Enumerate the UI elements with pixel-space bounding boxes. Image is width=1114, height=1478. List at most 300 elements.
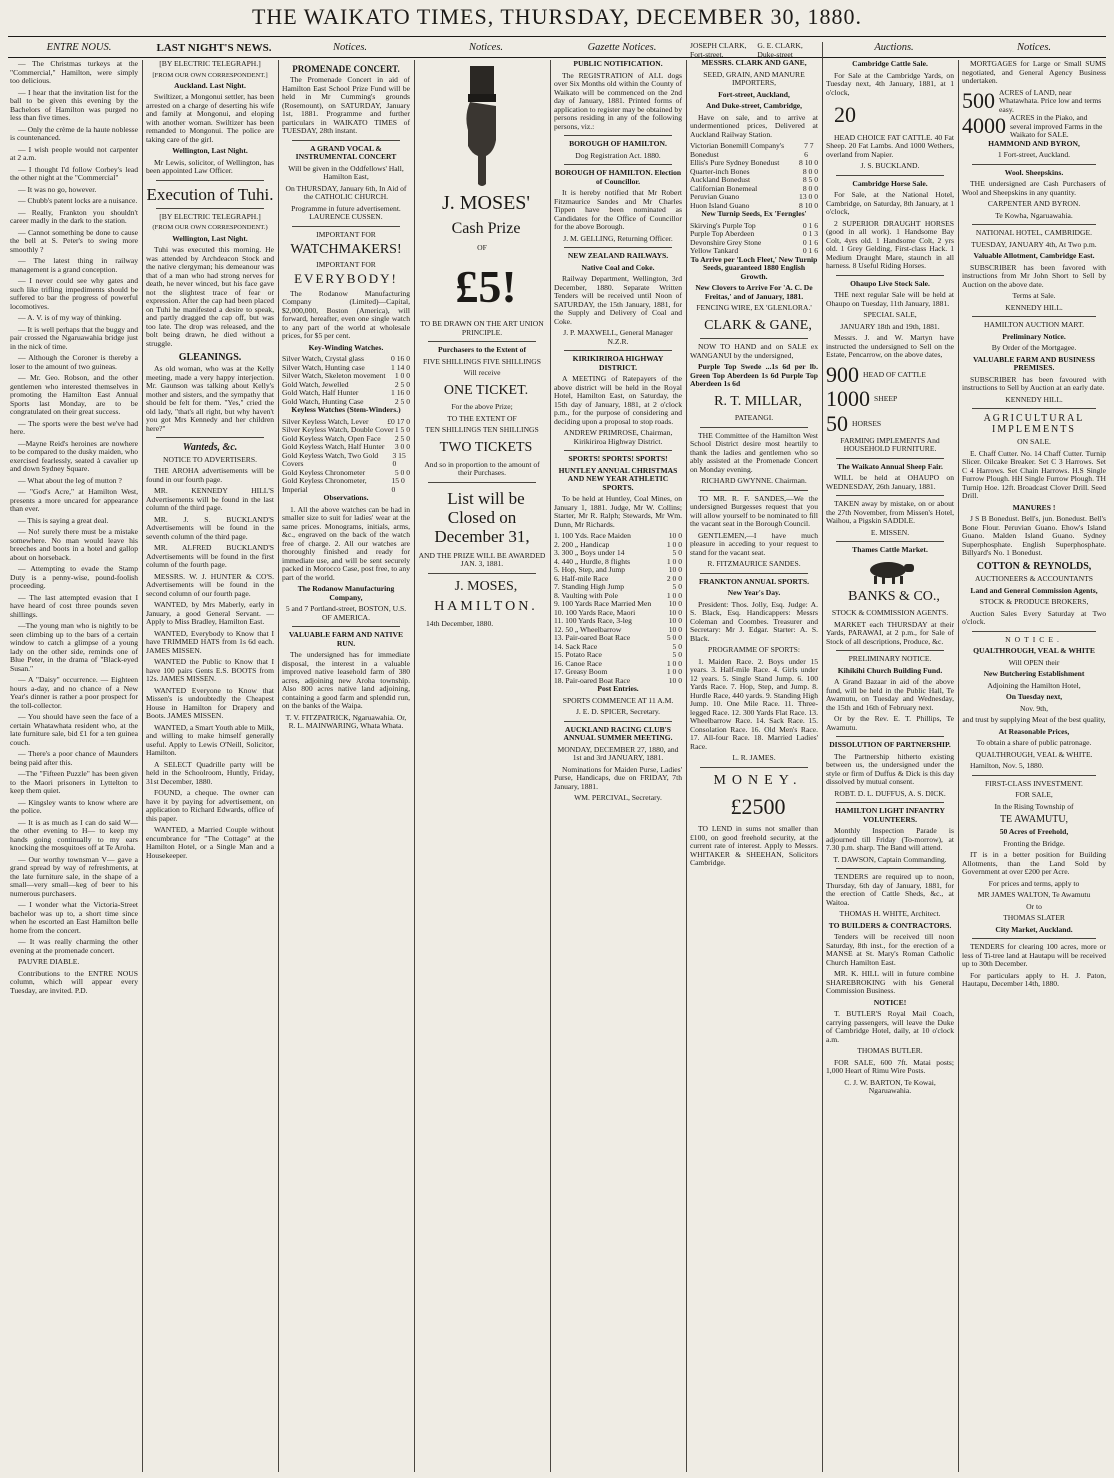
ad-note: Terms at Sale. xyxy=(1012,291,1056,300)
prize-purchasers: Purchasers to the Extent of xyxy=(437,345,527,355)
ad-subtitle: New Turnip Seeds, Ex 'Ferngles' xyxy=(701,209,807,218)
stock-line-cattle xyxy=(826,363,954,388)
notice-title: NOTICE. xyxy=(1005,634,1063,644)
ad-body: The undersigned has for immediate disposal, the interest in a valuable improved native leasehold farm of 380 acres, adjoining new Aroha township. Also 800 acres native land adjoining, containing a good farm and splendid run, on the banks of the Waipa. xyxy=(282,650,410,711)
auction-subtitle: SPECIAL SALE, xyxy=(863,310,917,320)
notice-title: BOROUGH OF HAMILTON. xyxy=(569,139,667,148)
price-heading: Key-Winding Watches. xyxy=(308,342,384,352)
notice-body: The REGISTRATION of ALL dogs over Six Months old within the County of Waikato will be commenced on the 2nd day of January, 1881. Printed forms of application to register may be obtained by persons residing in any of the following persons, viz.: xyxy=(554,70,682,131)
correspondent-tag: (FROM OUR OWN CORRESPONDENT.) xyxy=(152,224,268,232)
watch-price-row-value: 2 5 0 xyxy=(394,396,410,406)
ad-title: MESSRS. CLARK AND GANE, xyxy=(701,58,807,67)
classified-ad: A SELECT Quadrille party will be held in the Schoolroom, Huntly, Friday, 31st December, 1880. xyxy=(146,759,274,786)
classified-ad: WANTED, by Mrs Maberly, early in January, a good General Servant. —Apply to Miss Bradley, Hamilton East. xyxy=(146,600,274,627)
ad-title-concert: A GRAND VOCAL & INSTRUMENTAL CONCERT xyxy=(295,143,397,162)
auction-body: MARKET each THURSDAY at their Yards, PARAWAI, at 2 p.m., for Sale of Stock of all descriptions, Produce, &c. xyxy=(826,619,954,646)
firm-name: QUALTHROUGH, VEAL & WHITE. xyxy=(975,749,1093,759)
divider xyxy=(292,626,400,627)
gossip-item: — No! surely there must be a mistake somewhere. No man would leave his breeches and boots in a hotel and gallop about on horseback. xyxy=(10,527,138,562)
news-paragraph: As old woman, who was at the Kelly meeting, made a very happy interjection. Mr. Gaunson was talking about Kelly's mother and sisters, and the sympathy that should be felt for them. "Yes," cried the old lady, "that's all right, but why haven't you got Mrs Kennedy and her children here?" xyxy=(146,364,274,433)
notice-title: AUCKLAND RACING CLUB'S ANNUAL SUMMER MEETING. xyxy=(563,724,673,742)
keyless-price-row-label: Gold Keyless Chronometer, Imperial xyxy=(282,476,367,494)
manure-price-row-label: Victorian Bonemill Company's Bonedust xyxy=(690,141,785,159)
manure-price-row-value: 8 0 0 xyxy=(802,166,818,176)
keyless-price-row-value: 1 5 0 xyxy=(394,425,410,435)
column-head-last-nights-news: LAST NIGHT'S NEWS. xyxy=(156,42,272,54)
notice-subtitle: HUNTLEY ANNUAL CHRISTMAS AND NEW YEAR ATHLETIC SPORTS. xyxy=(558,465,678,492)
watch-price-row-label: Silver Watch, Hunting case xyxy=(282,362,365,372)
ad-body: In the Rising Township of xyxy=(994,801,1074,811)
notice-title: TO BUILDERS & CONTRACTORS. xyxy=(828,920,952,930)
firm-subtitle: Land and General Commission Agents, xyxy=(970,585,1098,595)
ad-signature: T. V. FITZPATRICK, Ngaruawahia. Or, R. L. MAINWARING, Whata Whata. xyxy=(285,712,407,731)
ad-place: PATEANGI. xyxy=(734,413,774,423)
sports-event-row-value: 1 0 0 xyxy=(666,556,682,566)
divider xyxy=(292,226,400,227)
notice-signature: THOMAS H. WHITE, Architect. xyxy=(839,909,941,919)
sports-event-row-value: 2 0 0 xyxy=(666,573,682,583)
gossip-item: — Chubb's patent locks are a nuisance. xyxy=(18,196,138,205)
ad-body: SUBSCRIBER has been favoured with instructions to Sell by Auction at an early date. xyxy=(962,374,1106,392)
gossip-item: — A "Daisy" occurrence. — Eighteen hours a-day, and no chance of a New Year's dinner is rather a poor prospect for the toll-collector. xyxy=(10,675,138,710)
acreage-number: 4000 xyxy=(962,113,1006,139)
notice-body: A MEETING of Ratepayers of the above district will be held in the Royal Hotel, Hamilton East, on Saturday, the 15th day of January, 1881, at 2 o'clock p.m., for the purpose of considering and deciding upon a proposal to stop roads. xyxy=(554,374,682,426)
firm-subtitle: STOCK & PRODUCE BROKERS, xyxy=(979,597,1089,607)
ad-body: The Promenade Concert in aid of Hamilton East School Prize Fund will be held in Mr Cumming's grounds (Rosemount), on SATURDAY, January 1st, 1881. Programme and further particulars in WAIKATO TIMES of TUESDAY, 28th instant. xyxy=(282,75,410,136)
ad-title: Wool. Sheepskins. xyxy=(1004,167,1064,177)
notice-body: A Grand Bazaar in aid of the above fund, will be held in the Public Hall, Te Awamutu, on Tuesday and Wednesday, the 15th and 16th of February next. xyxy=(826,677,954,712)
masthead-rule xyxy=(8,36,1106,37)
cow-icon xyxy=(860,558,920,584)
ad-body: 1. All the above watches can be had in smaller size to suit for ladies' wear at the same prices. Monograms, initials, arms, &c., engraved on the back of the watch free of charge. 2. All our watches are thoroughly finished and ready for immediate use, and will be sent securely packed in Morocco Case, post free, to any part of the world. xyxy=(282,504,410,582)
manure-price-row-label: Huon Island Guano xyxy=(690,200,750,210)
ad-body: TENDERS for clearing 100 acres, more or less of Ti-tree land at Hautapu will be received up to 30th December. xyxy=(962,942,1106,969)
notice-signature: WM. PERCIVAL, Secretary. xyxy=(574,793,662,802)
divider xyxy=(972,938,1096,939)
sports-event-row-value: 10 0 xyxy=(668,616,682,625)
notice-body: TENDERS are required up to noon, Thursday, 6th day of January, 1881, for the erection of Cattle Sheds, &c., at Waitoa. xyxy=(826,872,954,907)
firm-name: COTTON & REYNOLDS, xyxy=(976,560,1092,572)
auction-title: Ohaupo Live Stock Sale. xyxy=(850,278,930,288)
column-moses-prize xyxy=(418,60,551,1472)
watch-price-row-label: Gold Watch, Half Hunter xyxy=(282,388,359,398)
sports-event-row-label: 1. 100 Yds. Race Maiden xyxy=(554,531,631,540)
auction-body: Messrs. J. and W. Martyn have instructed the undersigned to Sell on the Estate, Pencarrow, on the above dates, xyxy=(826,333,954,360)
divider xyxy=(700,490,808,491)
auction-item: HORSES xyxy=(852,418,882,428)
land-line-500 xyxy=(962,89,1106,115)
divider xyxy=(156,180,264,181)
gossip-item: — Really, Frankton you shouldn't career madly in the dark to the station. xyxy=(10,207,138,225)
notice-subtitle: Post Entries. xyxy=(597,684,639,693)
manure-price-row-value: 8 10 0 xyxy=(799,158,818,167)
divider xyxy=(428,482,536,483)
watch-price-row-label: Gold Watch, Hunting Case xyxy=(282,396,364,406)
classified-ad: MESSRS. W. J. HUNTER & CO'S. Advertisements will be found in the second column of our fourth page. xyxy=(146,571,274,598)
divider xyxy=(700,573,808,574)
keyless-price-row-label: Silver Keyless Watch, Lever xyxy=(282,416,369,426)
divider xyxy=(972,631,1096,632)
watch-price-row-value: 1 16 0 xyxy=(391,388,410,398)
ad-body: Adjoining the Hamilton Hotel, xyxy=(987,680,1081,690)
manure-price-row-value: 8 5 0 xyxy=(802,175,818,184)
divider xyxy=(836,175,944,176)
sports-event-row-label: 15. Potato Race xyxy=(554,650,602,659)
notice-body: SPORTS COMMENCE AT 11 A.M. xyxy=(562,695,674,705)
seed-price-row-label: Yellow Tankard xyxy=(690,246,739,255)
ad-note: By Order of the Mortgagee. xyxy=(991,343,1077,352)
correspondent-tag: [FROM OUR OWN CORRESPONDENT.] xyxy=(152,71,268,79)
ad-body: Have on sale, and to arrive at undermentioned prices, Delivered at Auckland Railway Station. xyxy=(690,112,818,139)
ad-body: Or to xyxy=(1026,901,1042,911)
gossip-item: — I wonder what the Victoria-Street bachelor was up to, a short time since when he escorted an East Hamilton belle home from the concert. xyxy=(10,900,138,935)
gossip-item: —Mayne Reid's heroines are nowhere to be compared to the dusky maiden, who exercised fearlessly, seated à cavalier up and down Sydney Square. xyxy=(10,438,138,473)
divider xyxy=(972,164,1096,165)
notice-body: Or by the Rev. E. T. Phillips, Te Awamutu. xyxy=(826,714,954,732)
notice-heading: NOTICE TO ADVERTISERS. xyxy=(163,454,257,464)
sports-event-row-value: 5 0 0 xyxy=(666,633,682,642)
telegraph-tag: [BY ELECTRIC TELEGRAPH.] xyxy=(159,60,261,68)
ad-title-promenade: PROMENADE CONCERT. xyxy=(292,64,400,74)
auctioneer: KENNEDY HILL. xyxy=(1005,302,1063,312)
stock-line-sheep xyxy=(826,387,954,412)
notice-signature: L. R. JAMES. xyxy=(732,753,776,763)
ad-title: FIRST-CLASS INVESTMENT. xyxy=(985,778,1083,788)
keyless-price-row-label: Gold Keyless Chronometer xyxy=(282,467,366,477)
gossip-item: — A. V. is of my way of thinking. xyxy=(18,313,122,322)
watch-price-row-label: Gold Watch, Jewelled xyxy=(282,379,349,389)
divider xyxy=(972,316,1096,317)
prize-note: TO THE EXTENT OF xyxy=(447,413,517,423)
seed-price-row-value: 0 1 3 xyxy=(802,229,818,238)
prize-note: TO BE DRAWN ON THE ART UNION PRINCIPLE. xyxy=(420,319,544,337)
auction-number: 50 xyxy=(826,410,848,436)
gossip-item: — Our worthy townsman V— gave a grand spread by way of refreshments, at the late furniture sale, in the shape of a small—very small—keg of beer to his numerous purchasers. xyxy=(10,854,138,898)
sports-event-row-value: 10 0 xyxy=(668,599,682,608)
notice-title: BOROUGH OF HAMILTON. Election of Councillor. xyxy=(554,168,682,186)
ad-title: R. T. MILLAR, xyxy=(714,393,802,409)
news-paragraph: Tuhi was executed this morning. He was attended by Archdeacon Stock and the native clergyman; his demeanour was that of a man who had strong nerves for death, he never winced, but his face gave not the slightest trace of fear or expression. After the cap had been placed on Tuhi he manifested a desire to speak, and partly dragged the cap off, but was too late. The drop was released, and the bolt being drawn, he died without a struggle. xyxy=(146,245,274,348)
sports-event-row-label: 6. Half-mile Race xyxy=(554,573,609,583)
gossip-item: — It is as much as I can do said W— the other evening to H— to keep my hands going continually to my ears knocking the mosquitoes off at Te Aroha. xyxy=(10,817,138,852)
ad-body: IT is in a better position for Building Allotments, than the Land Sold by Government at over £200 per Acre. xyxy=(962,850,1106,877)
ad-body: E. Chaff Cutter. No. 14 Chaff Cutter. Turnip Slicer. Oilcake Breaker. Set C 3 Harrows. Set C 4 Harrows. Set Chain Harrows. H.S Single Furrow Plough. HH Single Furrow Plough. TH Turnip Hoe. 12ft. Broadcast Clover Drill. Seed Drill. xyxy=(962,448,1106,501)
notice-signature: J. P. MAXWELL, General Manager N.Z.R. xyxy=(563,328,673,346)
divider xyxy=(564,164,672,165)
ad-contact: City Market, Auckland. xyxy=(995,924,1073,934)
notice-title: FRANKTON ANNUAL SPORTS. xyxy=(699,576,809,586)
prize-two-tickets: TWO TICKETS xyxy=(439,439,533,455)
notice-signature: C. J. W. BARTON, Te Kowai, Ngaruawahia. xyxy=(844,1077,936,1096)
keyless-price-row-value: 15 0 0 xyxy=(391,476,405,494)
classified-ad: THE AROHA advertisements will be found in our fourth page. xyxy=(146,466,274,484)
masthead: THE WAIKATO TIMES, THURSDAY, DECEMBER 30, 1880. xyxy=(251,4,863,29)
notice-subtitle: Dog Registration Act. 1880. xyxy=(575,150,661,160)
divider xyxy=(156,208,264,209)
notice-subtitle: New Year's Day. xyxy=(727,588,781,598)
divider xyxy=(972,408,1096,409)
notice-signature: J. M. GELLING, Returning Officer. xyxy=(563,233,673,243)
manure-price-row-value: 8 10 0 xyxy=(799,200,818,210)
notice-signature: J. E. D. SPICER, Secretary. xyxy=(575,707,661,716)
sports-event-row-label: 18. Pair-oared Boat Race xyxy=(554,675,631,685)
ad-body: SUBSCRIBER has been favored with instructions from Mr John Short to Sell by Auction on the above date. xyxy=(962,262,1106,289)
acreage-text: ACRES of LAND, near Whatawhata. Price low and terms easy. xyxy=(999,87,1102,114)
company-name: BANKS & CO., xyxy=(848,588,940,604)
keyless-price-row-label: Gold Keyless Watch, Two Gold Covers xyxy=(282,450,379,469)
prize-one-ticket: ONE TICKET. xyxy=(443,382,529,398)
dateline: Wellington, Last Night. xyxy=(172,146,248,156)
manure-price-row-label: Ellis's Pure Sydney Bonedust xyxy=(690,158,780,167)
divider xyxy=(564,247,672,248)
keyless-price-row xyxy=(282,452,410,469)
company-subtitle: STOCK & COMMISSION AGENTS. xyxy=(831,608,949,618)
notice-subtitle: MONDAY, DECEMBER 27, 1880, and 1st and 3rd JANUARY, 1881. xyxy=(557,744,679,762)
ad-body: On Tuesday next, xyxy=(1005,692,1063,702)
telegraph-tag: [BY ELECTRIC TELEGRAPH.] xyxy=(159,211,261,221)
land-line-4000 xyxy=(962,114,1106,140)
ad-body: For prices and terms, apply to xyxy=(988,878,1080,888)
auction-body: WILL be held at OHAUPO on WEDNESDAY, 26th January, 1881. xyxy=(826,473,954,491)
gossip-item: — I never could see why gates and such like trifling impediments should be suffered to bar the progress of powerful locomotives. xyxy=(10,276,138,311)
firm-name: CARPENTER AND BYRON. xyxy=(987,199,1081,208)
ad-title: MANURES ! xyxy=(1012,502,1056,512)
column-head-entre-nous: ENTRE NOUS. xyxy=(46,42,112,53)
ad-title: VALUABLE FARM AND BUSINESS PREMISES. xyxy=(973,354,1095,372)
gossip-item: — Kingsley wants to know where are the police. xyxy=(10,797,138,815)
ad-date: Hamilton, Nov. 5, 1880. xyxy=(970,761,1044,771)
ad-body: Purple Top Swede ...1s 6d per lb. Green Top Aberdeen 1s 6d Purple Top Aberdeen 1s 6d xyxy=(690,362,818,389)
classified-ad: WANTED, Everybody to Know that I have TRIMMED HATS from 1s 6d each. JAMES MISSEN. xyxy=(146,628,274,655)
notice-subtitle: PROGRAMME OF SPORTS: xyxy=(708,645,800,655)
column-last-nights-news xyxy=(146,60,279,1472)
sports-event-row-value: 10 0 xyxy=(668,675,682,685)
section-title-gleanings: GLEANINGS. xyxy=(178,352,242,364)
prize-threshold: TEN SHILLINGS TEN SHILLINGS xyxy=(425,425,539,435)
ad-kicker: IMPORTANT FOR xyxy=(316,229,376,239)
divider xyxy=(972,775,1096,776)
gossip-item: — I thought I'd follow Corbey's lead the other night at the "Commercial" xyxy=(10,164,138,182)
gossip-item: — It is well perhaps that the buggy and pair crossed the Ngaruawahia bridge just in the nick of time. xyxy=(10,324,138,351)
divider xyxy=(836,541,944,542)
sports-event-row-label: 10. 100 Yards Race, Maori xyxy=(554,607,636,617)
ad-address: And Duke-street, Cambridge, xyxy=(705,101,803,110)
ad-contact: MR JAMES WALTON, Te Awamutu xyxy=(977,890,1091,900)
divider xyxy=(156,437,264,438)
divider xyxy=(564,450,672,451)
keyless-price-row-label: Gold Keyless Watch, Open Face xyxy=(282,433,381,443)
notice-title: SPORTS! SPORTS! SPORTS! xyxy=(568,454,668,463)
divider xyxy=(836,736,944,737)
dateline: Auckland. Last Night. xyxy=(174,80,246,90)
ad-body: For particulars apply to H. J. Paton, Hautapu, December 14th, 1880. xyxy=(962,970,1106,989)
prize-note: For the above Prize; xyxy=(451,402,513,412)
partner-names xyxy=(690,42,818,59)
notice-subtitle: Native Coal and Coke. xyxy=(581,262,655,272)
auction-number: 20 xyxy=(834,102,856,127)
gossip-item: — You should have seen the face of a certain Whatawhata resident who, at the late furniture sale, bid £1 for a ten guinea couch. xyxy=(10,712,138,747)
auction-item: SHEEP xyxy=(874,394,898,404)
notice-subtitle: Kihikihi Church Building Fund. xyxy=(837,665,943,675)
column-entre-nous xyxy=(10,60,143,1472)
notice-signature: T. DAWSON, Captain Commanding. xyxy=(833,854,947,864)
keyless-price-row-label: Gold Keyless Watch, Half Hunter xyxy=(282,442,385,452)
gossip-item: — Mr. Geo. Robson, and the other gentlemen who interested themselves in promoting the Hamilton East Annual Sports last Monday, are to be congratulated on their great success. xyxy=(10,373,138,416)
sports-event-row-label: 8. Vaulting with Pole xyxy=(554,590,618,600)
notice-title: NEW ZEALAND RAILWAYS. xyxy=(567,251,669,260)
ad-body: On THURSDAY, January 6th, In Aid of the CATHOLIC CHURCH. xyxy=(285,183,407,202)
gossip-item: —The "Fifteen Puzzle" has been given to the Maori prisoners in Lyttelton to keep them quiet. xyxy=(10,769,138,795)
sports-event-row-label: 5. Hop, Step, and Jump xyxy=(554,565,626,574)
auction-body: For Sale, at the National Hotel, Cambridge, on Saturday, 8th January, at 1 o'clock, xyxy=(826,190,954,217)
sports-event-row-value: 5 0 xyxy=(672,641,682,651)
auction-body: FARMING IMPLEMENTS And HOUSEHOLD FURNITURE. xyxy=(840,435,940,453)
sports-event-row-label: 12. 50 „ Wheelbarrow xyxy=(554,624,622,634)
sports-event-row-value: 10 0 xyxy=(668,624,682,634)
manure-price-row-value: 8 0 0 xyxy=(802,183,818,193)
keyless-price-row-value: 2 5 0 xyxy=(394,433,410,443)
ad-subtitle: To Arrive per 'Loch Fleet,' New Turnip Seeds, guaranteed 1880 English Growth. xyxy=(690,254,818,281)
auction-title: Thames Cattle Market. xyxy=(852,545,928,554)
column-head-notices-3: Notices. xyxy=(332,42,368,53)
ad-title: CLARK & GANE, xyxy=(704,317,812,333)
notice-signature: RICHARD GWYNNE. Chairman. xyxy=(701,476,807,486)
auction-title: The Waikato Annual Sheep Fair. xyxy=(837,461,943,471)
notice-body: It is hereby notified that Mr Robert Fitzmaurice Sandes and Mr Charles Tippen have been nominated as Candidates for the Office of Councillor for the above Borough. xyxy=(554,188,682,231)
classified-ad: WANTED, a Smart Youth able to Milk, and willing to make himself generally useful. Apply to Lewis O'Neill, Solicitor, Hamilton. xyxy=(146,722,275,758)
firm-address: Te Kowha, Ngaruawahia. xyxy=(995,210,1073,220)
gossip-item: Contributions to the ENTRE NOUS column, which will appear every Tuesday, are invited. P.D. xyxy=(10,968,138,995)
column-head-notices-4: Notices. xyxy=(468,42,504,53)
section-title-observations: Observations. xyxy=(323,493,369,503)
notice-body: MR. K. HILL will in future combine SHAREBROKING with his General Commission Business. xyxy=(826,969,954,996)
auction-body: 2 SUPERIOR DRAUGHT HORSES (good in all work). 1 Handsome Bay Colt, 4yrs old. 1 Handsome Colt, 2 yrs old. 1 Grey Gelding, First-class Hack. 1 Medium Draught Mare, staunch in all harness. 8 Useful Riding Horses. xyxy=(826,218,954,271)
notice-title: DISSOLUTION OF PARTNERSHIP. xyxy=(829,740,951,750)
stock-line-horses xyxy=(826,412,954,437)
notice-body: Monthly Inspection Parade is adjourned till Friday (To-morrow), at 7.30 p.m. sharp. The Band will attend. xyxy=(826,826,954,853)
manure-price-row-value: 13 0 0 xyxy=(799,192,818,201)
divider xyxy=(428,341,536,342)
divider xyxy=(700,767,808,768)
classified-ad: WANTED, a Married Couple without encumbrance for "The Cottage" at the Hamilton Hotel, or a Single Man and a Housekeeper. xyxy=(146,825,274,860)
column-clark-gane xyxy=(690,42,823,1472)
prize-threshold: FIVE SHILLINGS FIVE SHILLINGS xyxy=(423,356,541,366)
gossip-item: — I hear that the invitation list for the ball to be given this evening by the Bachelors of Hamilton was purged no less than five times. xyxy=(10,87,138,122)
keyless-price-row-label: Silver Keyless Watch, Double Cover xyxy=(282,425,394,435)
prize-note: Will receive xyxy=(463,368,501,378)
ad-title: AGRICULTURAL IMPLEMENTS xyxy=(983,413,1085,436)
gossip-item: — Cannot something be done to cause the bell at S. Peter's to swing more smoothly ? xyxy=(10,227,138,254)
notice-body: GENTLEMEN,—I have much pleasure in acceding to your request to stand for the vacant seat. xyxy=(690,530,818,557)
notice-body: TAKEN away by mistake, on or about the 27th November, from Missen's Hotel, Waihou, a Pigskin SADDLE. xyxy=(826,499,954,525)
prize-closing: List will be Closed on December 31, xyxy=(434,488,530,546)
divider xyxy=(700,427,808,428)
prize-title: Cash Prize xyxy=(451,220,521,238)
news-paragraph: Mr Lewis, solicitor, of Wellington, has been appointed Law Officer. xyxy=(146,157,274,176)
ad-title: 50 Acres of Freehold, xyxy=(999,827,1069,837)
notice-body: To be held at Huntley, Coal Mines, on January 1, 1881. Judge, Mr W. Collins; Starter, Mr R. Ralph; Stewards, Mr Wm. Dunn, Mr Richards. xyxy=(554,494,682,529)
sports-event-row-value: 5 0 xyxy=(672,650,682,659)
ad-subtitle: New Clovers to Arrive For 'A. C. De Freitas,' and of January, 1881. xyxy=(695,283,813,301)
auction-number: 1000 xyxy=(826,386,870,412)
prize-date: 14th December, 1880. xyxy=(426,619,494,629)
prize-sponsor-sig: J. MOSES, xyxy=(454,578,518,594)
sports-event-row-value: 1 0 0 xyxy=(666,667,682,676)
notice-body: Tenders will be received till noon Saturday, 8th inst., for the erection of a MANSE at St. Mary's Roman Catholic Church Hamilton East. xyxy=(826,932,954,967)
column-auctions xyxy=(826,60,959,1472)
gossip-item: — I wish people would not carpenter at 2 a.m. xyxy=(10,144,138,162)
partner-left: JOSEPH CLARK, Fort-street. xyxy=(690,42,747,59)
keyless-price-row-value: 3 15 0 xyxy=(392,450,406,469)
notice-signature: ANDREW PRIMROSE, Chairman, Kirikiriroa Highway District. xyxy=(563,428,673,446)
notice-signature: R. FITZMAURICE SANDES. xyxy=(707,559,801,569)
notice-body: FOR SALE, 600 7ft. Matai posts; 1,000 Heart of Rimu Wire Posts. xyxy=(826,1057,954,1076)
sports-event-row-value: 5 0 xyxy=(672,548,682,557)
gossip-item: — "God's Acre," at Hamilton West, presents a more uncared for appearance than ever. xyxy=(10,487,138,513)
seed-price-row-value: 0 1 6 xyxy=(802,220,818,230)
pointing-hand-icon xyxy=(460,66,504,186)
keyless-price-row-value: 3 0 0 xyxy=(394,442,410,452)
sports-event-row-value: 10 0 xyxy=(668,565,682,574)
notice-signature: E. MISSEN. xyxy=(870,527,910,537)
ad-body: NOW TO HAND and on SALE ex WANGANUI by the undersigned, xyxy=(690,342,818,360)
sports-event-row-label: 17. Greasy Boom xyxy=(554,667,608,676)
ad-title-watchmakers: WATCHMAKERS! xyxy=(290,242,402,258)
divider xyxy=(836,458,944,459)
ad-kicker: IMPORTANT FOR xyxy=(316,259,376,269)
classified-ad: MR. KENNEDY HILL'S Advertisements will be found in the last column of the third page. xyxy=(146,486,274,513)
price-heading: Keyless Watches (Stem-Winders.) xyxy=(291,405,401,415)
ad-title: NATIONAL HOTEL, CAMBRIDGE. xyxy=(975,228,1093,237)
divider xyxy=(972,224,1096,225)
classified-ad: FOUND, a cheque. The owner can have it by paying for advertisement, on application to Richard Edwards, office of this paper. xyxy=(146,788,274,823)
sports-event-row-value: 1 0 0 xyxy=(666,590,682,600)
auction-title: Cambridge Horse Sale. xyxy=(852,178,928,188)
auction-title: Cambridge Cattle Sale. xyxy=(852,60,928,68)
prize-note: And so in proportion to the amount of their Purchases. xyxy=(424,459,540,478)
classified-ad: WANTED the Public to Know that I have 100 pairs Gents E.S. BOOTS from 12s. JAMES MISSEN. xyxy=(146,657,274,684)
firm-name: HAMMOND AND BYRON, xyxy=(988,138,1080,148)
watch-price-row-value: 2 5 0 xyxy=(394,379,410,389)
ad-body: and trust by supplying Meat of the best quality, xyxy=(962,715,1106,725)
notice-body: THE Committee of the Hamilton West School District desire most heartily to thank the ladies and gentlemen who so ably assisted at the Promenade Concert on Monday evening. xyxy=(690,430,818,474)
ad-body: Will be given in the Oddfellows' Hall, Hamilton East, xyxy=(288,163,404,182)
manure-price-row-label: Quarter-inch Bones xyxy=(690,166,750,176)
divider xyxy=(836,802,944,803)
gossip-item: —The young man who is nightly to be seen climbing up to the bars of a certain window to catch a glimpse of a young lady on the other side, reminds one of Blue Peter, in the drama of "Black-eyed Susan." xyxy=(10,621,138,673)
seed-price-row-label: Skirving's Purple Top xyxy=(690,220,756,230)
sports-event-row-value: 10 0 xyxy=(668,607,682,617)
ad-title-money: MONEY. xyxy=(713,772,803,788)
ad-body: Will OPEN their xyxy=(1008,657,1060,667)
ad-title-farm: VALUABLE FARM AND NATIVE RUN. xyxy=(288,630,404,648)
divider xyxy=(292,140,400,141)
auction-body: For Sale at the Cambridge Yards, on Tuesday next, 4th January, 1881, at 1 o'clock, xyxy=(826,70,954,97)
divider xyxy=(700,338,808,339)
gossip-item: — There's a poor chance of Maunders being paid after this. xyxy=(10,749,138,767)
gossip-item: — What about the leg of mutton ? xyxy=(18,475,122,485)
manure-price-row-label: Californian Bonemeal xyxy=(690,183,758,193)
auction-item: HEAD OF CATTLE xyxy=(863,369,926,379)
ad-address: Fort-street, Auckland, xyxy=(718,89,790,99)
ad-body: To obtain a share of public patronage. xyxy=(976,738,1092,748)
prize-town: HAMILTON. xyxy=(434,599,538,615)
seed-price-row-value: 0 1 6 xyxy=(802,237,818,247)
sports-event-row-label: 2. 200 „ Handicap xyxy=(554,539,610,549)
notice-signature: ROBT. D. L. DUFFUS, A. S. DICK. xyxy=(834,788,946,798)
section-title-wanteds: Wanteds, &c. xyxy=(182,442,238,454)
notice-body: T. BUTLER'S Royal Mail Coach, carrying passengers, will leave the Duke of Cambridge Hotel, daily, at 10 o'clock a.m. xyxy=(826,1009,954,1044)
